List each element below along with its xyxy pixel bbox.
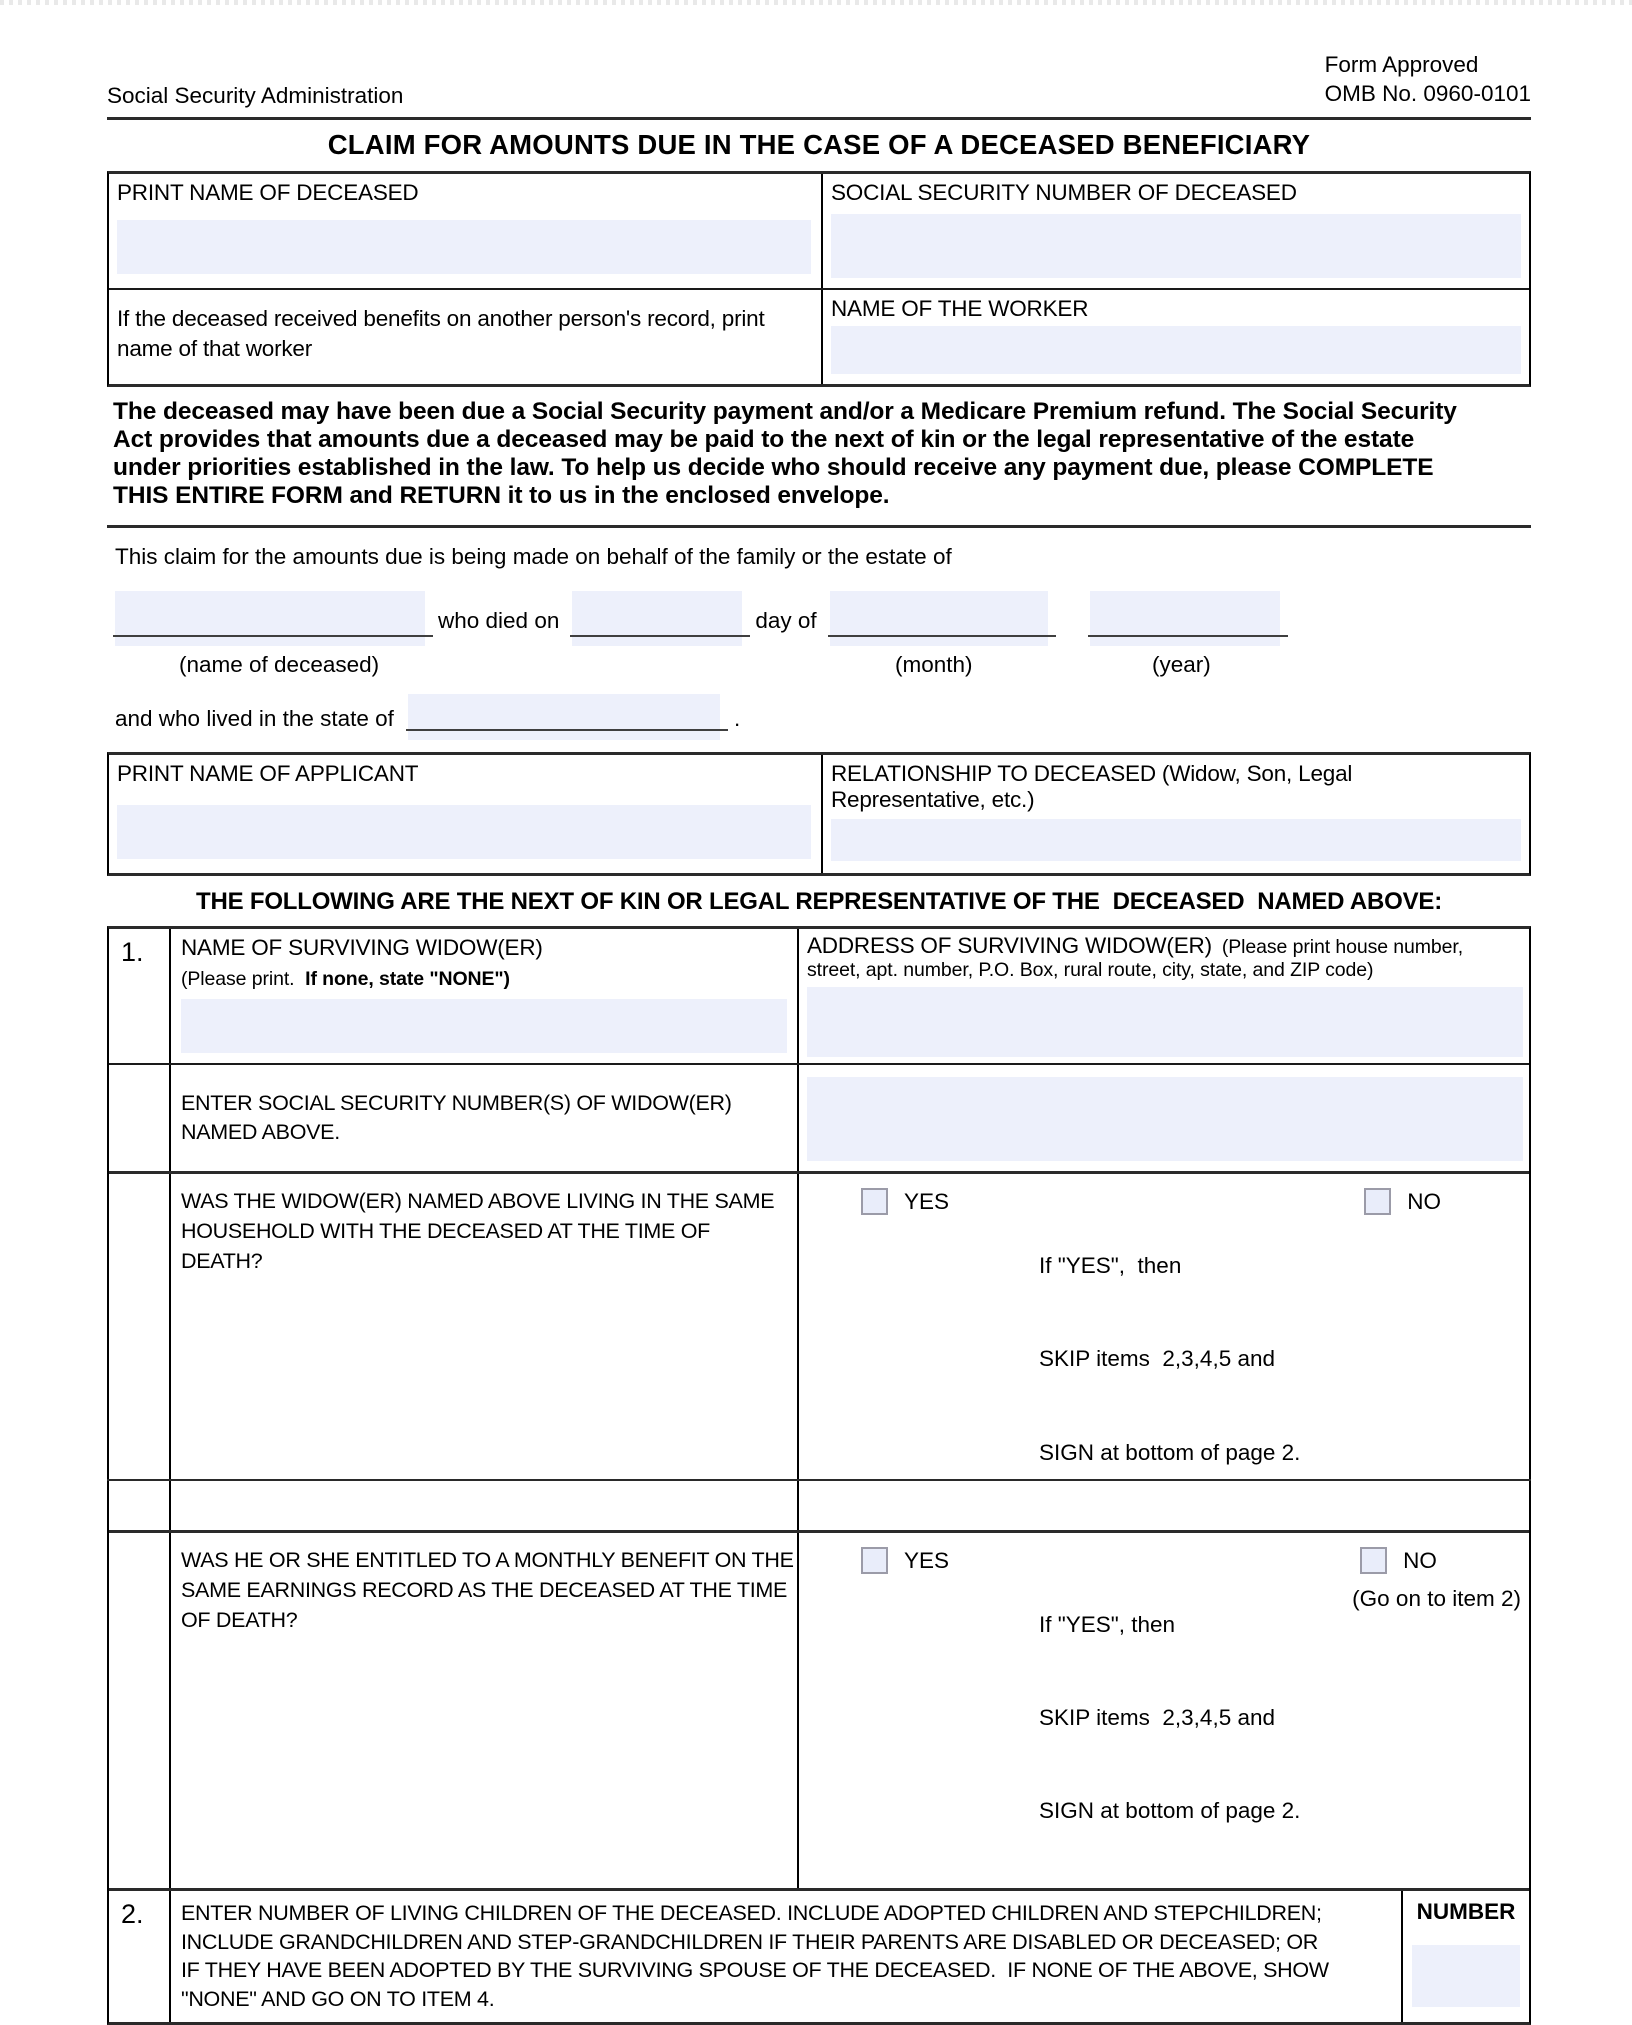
month-caption: (month): [895, 652, 973, 678]
period-text: .: [733, 706, 741, 732]
item1-number-spacer: [109, 1065, 171, 1171]
item1-number-spacer: [109, 1533, 171, 1889]
widow-ssn-field[interactable]: [807, 1077, 1523, 1161]
deceased-name-field[interactable]: [117, 220, 811, 274]
omb-number: OMB No. 0960-0101: [1324, 81, 1531, 107]
relationship-label: RELATIONSHIP TO DECEASED (Widow, Son, Legal Representative, etc.): [831, 761, 1353, 813]
widow-ssn-label: [181, 1071, 787, 1147]
state-blank-field[interactable]: [408, 694, 720, 740]
next-of-kin-table: [107, 926, 1531, 2024]
deceased-ssn-label: SOCIAL SECURITY NUMBER OF DECEASED: [831, 179, 1297, 205]
item2-number-column: [1401, 1891, 1529, 2021]
agency-name: Social Security Administration: [107, 82, 404, 108]
claim-blank-captions: [107, 646, 1531, 678]
state-intro-text: and who lived in the state of: [115, 706, 394, 732]
question2-text: WAS HE OR SHE ENTITLED TO A MONTHLY BENEFIT ON THE SAME EARNINGS RECORD AS THE DECEASED AT THE TIME OF DEATH?: [181, 1547, 794, 1632]
widow-name-note-bold: If none, state "NONE"): [305, 968, 510, 991]
deceased-name-blank-field[interactable]: [115, 591, 425, 646]
instruction-line: SKIP items 2,3,4,5 and: [1039, 1704, 1276, 1730]
widow-address-label: ADDRESS OF SURVIVING WIDOW(ER): [807, 933, 1212, 959]
instruction-line: If "YES", then: [1039, 1611, 1176, 1637]
question1-no-group: [1364, 1188, 1441, 1215]
item1-number-spacer: [109, 1174, 171, 1530]
worker-name-field[interactable]: [831, 326, 1521, 374]
widow-address-note-1: (Please print house number,: [1221, 936, 1464, 959]
claim-intro-text: This claim for the amounts due is being made on behalf of the family or the estate of: [115, 544, 952, 570]
relationship-field[interactable]: [831, 819, 1521, 861]
widow-address-label-row: [807, 933, 1523, 959]
widow-address-field[interactable]: [807, 987, 1523, 1057]
question1-answer-area: [799, 1174, 1529, 1530]
applicant-name-field[interactable]: [117, 805, 811, 859]
applicant-table: [107, 752, 1531, 876]
other-record-note: If the deceased received benefits on another person's record, print name of that worker: [117, 305, 765, 361]
table-row: [109, 290, 1529, 384]
form-approval-block: [1325, 50, 1531, 109]
question2-no-checkbox[interactable]: [1360, 1547, 1387, 1574]
worker-name-label: NAME OF THE WORKER: [831, 295, 1089, 321]
relationship-cell: [821, 755, 1529, 873]
item2-text-cell: [171, 1891, 1401, 2021]
question2-answer-area: [799, 1533, 1529, 1889]
question1-no-checkbox[interactable]: [1364, 1188, 1391, 1215]
next-row-edge-line: [107, 1479, 1531, 1481]
widow-ssn-field-cell: [799, 1065, 1529, 1171]
question2-text-cell: [171, 1533, 799, 1889]
next-of-kin-section-heading: THE FOLLOWING ARE THE NEXT OF KIN OR LEGAL REPRESENTATIVE OF THE DECEASED NAMED ABOVE:: [195, 888, 1442, 916]
deceased-ssn-field[interactable]: [831, 214, 1521, 278]
question1-no-label: NO: [1407, 1189, 1441, 1215]
question2-yes-checkbox[interactable]: [861, 1547, 888, 1574]
instruction-line: SIGN at bottom of page 2.: [1039, 1439, 1301, 1465]
widow-ssn-label-cell: [171, 1065, 799, 1171]
item2-number: 2.: [109, 1891, 171, 2021]
question2-no-label: NO: [1403, 1547, 1437, 1573]
question1-yes-checkbox[interactable]: [861, 1188, 888, 1215]
question2-no-note: (Go on to item 2): [1352, 1585, 1521, 1611]
question2-no-group: [1352, 1547, 1521, 1612]
widow-address-cell: [799, 929, 1529, 1063]
claim-blank-row: [115, 574, 1531, 646]
widow-address-note-2: street, apt. number, P.O. Box, rural route, city, state, and ZIP code): [807, 959, 1374, 982]
form-content: [107, 0, 1531, 2025]
claim-statement: [107, 544, 1531, 740]
deceased-ssn-cell: [821, 174, 1529, 288]
question1-text-cell: [171, 1174, 799, 1530]
item2-row: [109, 1888, 1529, 2021]
question2-no-row: [1352, 1547, 1521, 1574]
item1-ssn-row: [109, 1063, 1529, 1171]
deceased-name-cell: [109, 174, 821, 288]
question2-yes-group: [861, 1547, 949, 1574]
applicant-name-cell: [109, 755, 821, 873]
instruction-line: SIGN at bottom of page 2.: [1039, 1798, 1301, 1824]
item1-number: 1.: [109, 929, 171, 1063]
other-record-cell: [109, 290, 821, 384]
instruction-line: If "YES", then: [1039, 1253, 1182, 1279]
widow-name-cell: [171, 929, 799, 1063]
name-of-deceased-caption: (name of deceased): [179, 652, 380, 678]
worker-name-cell: [821, 290, 1529, 384]
day-of-text: day of: [755, 608, 817, 634]
form-header: [107, 0, 1531, 120]
notice-paragraph: The deceased may have been due a Social Security payment and/or a Medicare Premium refund. The Social Security Act provides that amounts due a deceased may be paid to the next of kin or the legal representative of the estate under priorities established in the law. To help us decide who should receive any payment due, please COMPLETE THIS ENTIRE FORM and RETURN it to us in the enclosed envelope.: [107, 387, 1531, 529]
form-approved-line: Form Approved: [1324, 52, 1479, 77]
item1-question1-row: [109, 1171, 1529, 1530]
item1-question2-row: [109, 1530, 1529, 1889]
item2-text: ENTER NUMBER OF LIVING CHILDREN OF THE DECEASED. INCLUDE ADOPTED CHILDREN AND STEPCHILDREN; INCLUDE GRANDCHILDREN AND STEP-GRANDCHILDREN IF THEIR PARENTS ARE DISABLED OR DECEASED; OR IF THEY HAVE BEEN ADOPTED BY THE SURVIVING SPOUSE OF THE DECEASED. IF NONE OF THE ABOVE, SHOW "NONE" AND GO ON TO ITEM 4.: [181, 1901, 1335, 2011]
question2-instructions: [1039, 1547, 1300, 1889]
widow-ssn-label-line2: NAMED ABOVE.: [181, 1120, 340, 1145]
widow-name-note-prefix: (Please print.: [181, 968, 295, 991]
who-died-on-text: who died on: [438, 608, 560, 634]
deceased-name-label: PRINT NAME OF DECEASED: [117, 179, 419, 205]
widow-name-label: NAME OF SURVIVING WIDOW(ER): [181, 935, 543, 961]
table-row: [109, 174, 1529, 290]
question1-yes-label: YES: [904, 1189, 950, 1215]
children-number-field[interactable]: [1412, 1945, 1520, 2007]
state-of-residence-row: [115, 688, 1531, 740]
death-day-blank-field[interactable]: [572, 591, 742, 646]
year-caption: (year): [1152, 652, 1211, 678]
death-month-blank-field[interactable]: [830, 591, 1048, 646]
widow-name-field[interactable]: [181, 999, 787, 1053]
deceased-info-table: [107, 171, 1531, 387]
widow-ssn-label-line1: ENTER SOCIAL SECURITY NUMBER(S) OF WIDOW(ER): [181, 1091, 732, 1116]
instruction-line: SKIP items 2,3,4,5 and: [1039, 1346, 1276, 1372]
widow-name-note: [181, 968, 787, 991]
item1-widow-row: [109, 929, 1529, 1063]
question2-yes-label: YES: [904, 1547, 950, 1573]
question1-yes-group: [861, 1188, 949, 1215]
form-title: CLAIM FOR AMOUNTS DUE IN THE CASE OF A DECEASED BENEFICIARY: [327, 128, 1311, 160]
question1-text: WAS THE WIDOW(ER) NAMED ABOVE LIVING IN THE SAME HOUSEHOLD WITH THE DECEASED AT THE TIME OF DEATH?: [181, 1189, 775, 1274]
number-column-header: NUMBER: [1416, 1899, 1516, 1925]
applicant-name-label: PRINT NAME OF APPLICANT: [117, 761, 419, 787]
death-year-blank-field[interactable]: [1090, 591, 1280, 646]
